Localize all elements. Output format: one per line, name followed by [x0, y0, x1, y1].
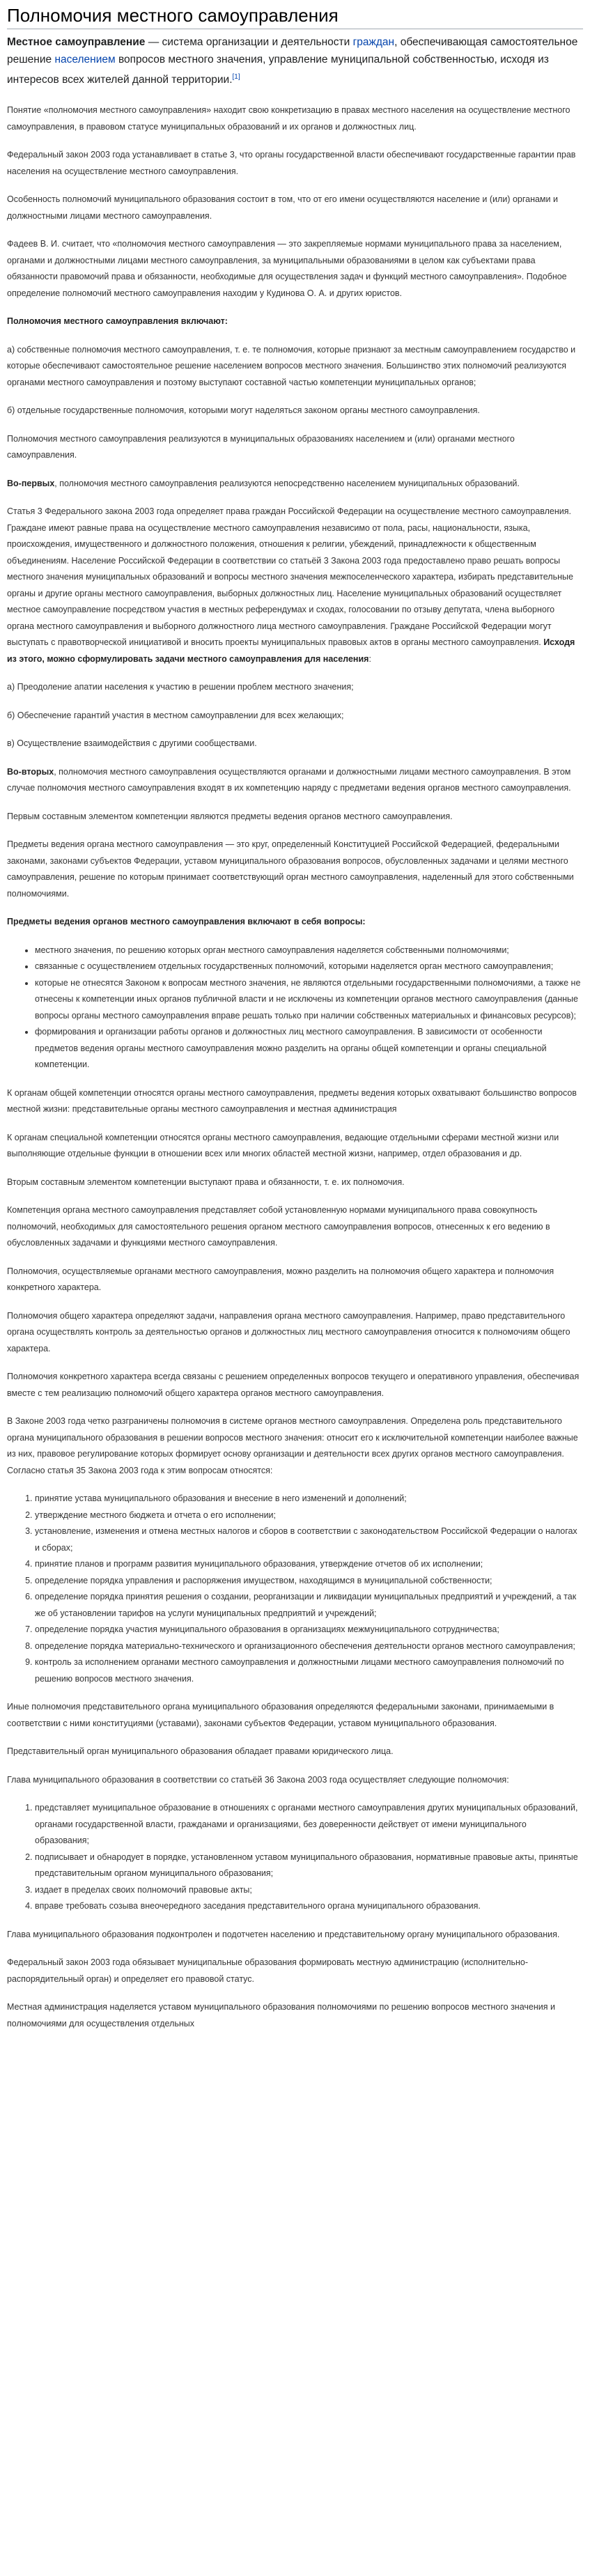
list-item: 5. определение порядка управления и распоряжения имуществом, находящимся в муниципальной собственности;: [35, 1573, 583, 1590]
paragraph: Местная администрация наделяется уставом муниципального образования полномочиями по решению вопросов местного значения и полномочиями для осуществления отдельных: [7, 2002, 555, 2028]
paragraph: Полномочия, осуществляемые органами местного самоуправления, можно разделить на полномочия общего характера и полномочия конкретного характера.: [7, 1266, 554, 1293]
council-powers-list: [7, 1491, 583, 1687]
paragraph: а) собственные полномочия местного самоуправления, т. е. те полномочия, которые признают за местным самоуправлением государство и которые обеспечивают самостоятельное решение населением вопросов местного значения. Большинство этих полномочий реализуются органами местного самоуправления и поэтому выступают составной частью компетенции муниципальных органов;: [7, 344, 576, 387]
list-item: 1. представляет муниципальное образование в отношениях с органами местного самоуправления других муниципальных образований, органами государственной власти, гражданами и организациями, без доверенности действует от имени муниципального образования;: [35, 1800, 583, 1849]
paragraph: [7, 476, 583, 492]
bold-inline: Исходя из этого, можно сформулировать задачи местного самоуправления для населения: [7, 637, 575, 664]
list-item: 3. установление, изменения и отмена местных налогов и сборов в соответствии с законодательством Российской Федерации о налогах и сборах;: [35, 1523, 583, 1556]
paragraph: Компетенция органа местного самоуправления представляет собой установленную нормами муниципального права совокупность полномочий, необходимых для самостоятельного решения органом местного самоуправления вопросов, отнесенных к его ведению в обусловленных задачами и функциями местного самоуправления.: [7, 1205, 550, 1248]
list-item: • которые не отнесятся Законом к вопросам местного значения, не являются отдельными государственными полномочиями, а также не отнесены к компетенции иных органов публичной власти и не исключены из компетенции органов местного самоуправления (данные вопросы органы местного самоуправления вправе решать только при наличии собственных материальных и финансовых ресурсов);: [35, 975, 583, 1025]
paragraph: Полномочия конкретного характера всегда связаны с решением определенных вопросов текущего и оперативного управления, обеспечивая вместе с тем реализацию полномочий общего характера органов местного самоуправления.: [7, 1372, 580, 1398]
lead-paragraph: [7, 33, 583, 88]
list-item: • местного значения, по решению которых орган местного самоуправления наделяется собственными полномочиями;: [35, 942, 583, 959]
paragraph: Федеральный закон 2003 года обязывает муниципальные образования формировать местную администрацию (исполнительно-распорядительный орган) и определяет его правовой статус.: [7, 1957, 529, 1984]
section-heading: [7, 914, 583, 931]
paragraph: в) Осуществление взаимодействия с другими сообществами.: [7, 738, 257, 749]
bold-lead: Во-первых: [7, 478, 55, 488]
paragraph: Полномочия местного самоуправления реализуются в муниципальных образованиях населением и (или) органами местного самоуправления.: [7, 433, 515, 460]
paragraph: Первым составным элементом компетенции являются предметы ведения органов местного самоуправления.: [7, 811, 453, 821]
paragraph-text: Статья 3 Федерального закона 2003 года определяет права граждан Российской Федерации на осуществление местного самоуправления. Граждане имеют равные права на осуществление местного самоуправления независимо от пола, расы, национальности, языка, происхождения, имущественного и должностного положения, отношения к религии, убеждений, принадлежности к общественным объединениям. Население Российской Федерации в соответствии со статьёй 3 Закона 2003 года предоставлено право решать вопросы местного значения муниципальных образований и вопросы местного значения межпоселенческого характера, избирать представительные органы и другие органы местного самоуправления, выборных должностных лиц. Население муниципальных образований осуществляет местное самоуправление посредством участия в местных референдумах и сходах, голосовании по отзыву депутата, члена выборного органа местного самоуправления и выборного должностного лица местного самоуправления. Граждане Российской Федерации могут выступать с правотворческой инициативой и вносить проекты муниципальных правовых актов в органы местного самоуправления.: [7, 506, 573, 648]
paragraph: Особенность полномочий муниципального образования состоит в том, что от его имени осуществляются население и (или) органами и должностными лицами местного самоуправления.: [7, 194, 558, 221]
section-heading: [7, 313, 583, 330]
list-item: 2. утверждение местного бюджета и отчета о его исполнении;: [35, 1507, 583, 1524]
lead-term: Местное самоуправление: [7, 36, 146, 48]
paragraph: б) Обеспечение гарантий участия в местном самоуправлении для всех желающих;: [7, 710, 344, 720]
list-item: 2. подписывает и обнародует в порядке, установленном уставом муниципального образования, нормативные правовые акты, принятые представительным органом муниципального образования;: [35, 1849, 583, 1882]
list-item: 4. вправе требовать созыва внеочередного заседания представительного органа муниципального образования.: [35, 1898, 583, 1915]
paragraph: К органам общей компетенции относятся органы местного самоуправления, предметы ведения которых охватывают большинство вопросов местной жизни: представительные органы местного самоуправления и местная администрация: [7, 1087, 577, 1115]
list-item: 4. принятие планов и программ развития муниципального образования, утверждение отчетов об их исполнении;: [35, 1556, 583, 1573]
heading-text: Полномочия местного самоуправления включают:: [7, 316, 228, 327]
bold-lead: Во-вторых: [7, 766, 54, 777]
lead-text: , обеспечивающая самостоятельное решение: [7, 36, 578, 65]
link-citizens[interactable]: граждан: [352, 36, 395, 48]
heading-text: Предметы ведения органов местного самоуправления включают в себя вопросы:: [7, 917, 366, 927]
paragraph: [7, 764, 583, 797]
footnote-ref[interactable]: [1]: [232, 73, 240, 81]
list-item: 8. определение порядка материально-технического и организационного обеспечения деятельности органов местного самоуправления;: [35, 1638, 583, 1655]
paragraph: а) Преодоление апатии населения к участию в решении проблем местного значения;: [7, 682, 354, 692]
paragraph: Представительный орган муниципального образования обладает правами юридического лица.: [7, 1746, 394, 1757]
list-item: 1. принятие устава муниципального образования и внесение в него изменений и дополнений;: [35, 1491, 583, 1507]
paragraph: б) отдельные государственные полномочия, которыми могут наделяться законом органы местного самоуправления.: [7, 405, 480, 416]
paragraph-text: , полномочия местного самоуправления осуществляются органами и должностными лицами местного самоуправления. В этом случае полномочия местного самоуправления входят в их компетенцию наряду с предметами ведения органов местного самоуправления.: [7, 766, 571, 793]
paragraph: Глава муниципального образования в соответствии со статьёй 36 Закона 2003 года осуществляет следующие полномочия:: [7, 1774, 509, 1785]
lead-text: — система организации и деятельности: [145, 36, 353, 48]
paragraph: Федеральный закон 2003 года устанавливает в статье 3, что органы государственной власти обеспечивают государственные гарантии прав населения на осуществление местного самоуправления.: [7, 150, 576, 176]
paragraph: Полномочия общего характера определяют задачи, направления органа местного самоуправления. Например, право представительного органа осуществлять контроль за деятельностью органов и должностных лиц местного самоуправления относится к полномочиям общего характера.: [7, 1310, 570, 1353]
subjects-list: [7, 942, 583, 1073]
paragraph-text: , полномочия местного самоуправления реализуются непосредственно населением муниципальных образований.: [54, 478, 520, 488]
paragraph: Предметы ведения органа местного самоуправления — это круг, определенный Конституцией Российской Федерацией, федеральными законами, законами субъектов Федерации, уставом муниципального образования вопросов, обусловленных задачами и целями местного самоуправления, решение по которым принимает соответствующий орган местного самоуправления, наделенный для этого собственными полномочиями.: [7, 839, 574, 899]
list-item: • формирования и организации работы органов и должностных лиц местного самоуправления. В зависимости от особенности предметов ведения органы местного самоуправления можно разделить на органы общей компетенции и органы специальной компетенции.: [35, 1024, 583, 1073]
paragraph: [7, 504, 583, 667]
list-item: 7. определение порядка участия муниципального образования в организациях межмуниципального сотрудничества;: [35, 1622, 583, 1638]
paragraph-text: :: [368, 653, 371, 664]
lead-text: вопросов местного значения, управление муниципальной собственностью, исходя из интересов всех жителей данной территории.: [7, 54, 549, 86]
list-item: 9. контроль за исполнением органами местного самоуправления и должностными лицами местного самоуправления полномочий по решению вопросов местного значения.: [35, 1654, 583, 1687]
paragraph: Иные полномочия представительного органа муниципального образования определяются федеральными законами, принимаемыми в соответствии с ними конституциями (уставами), законами субъектов Федерации, уставом муниципального образования.: [7, 1702, 554, 1728]
paragraph: Вторым составным элементом компетенции выступают права и обязанности, т. е. их полномочия.: [7, 1177, 405, 1187]
paragraph: Фадеев В. И. считает, что «полномочия местного самоуправления — это закрепляемые нормами муниципального права за населением, органами и должностными лицами местного самоуправления, за муниципальными образованиями в целом как субъектами права обязанности правомочий права и обязанности, необходимые для осуществления задач и функций местного самоуправления». Подобное определение полномочий местного самоуправления находим у Кудинова О. А. и других юристов.: [7, 239, 567, 298]
paragraph: В Законе 2003 года четко разграничены полномочия в системе органов местного самоуправления. Определена роль представительного органа муниципального образования в решении вопросов местного значения: относит его к исключительной компетенции наиболее важные из них, правовое регулирование которых формирует основу организации и деятельности всех других органов местного самоуправления. Согласно статья 35 Закона 2003 года к этим вопросам относятся:: [7, 1416, 578, 1475]
list-item: • связанные с осуществлением отдельных государственных полномочий, которыми наделяется орган местного самоуправления;: [35, 959, 583, 975]
list-item: 3. издает в пределах своих полномочий правовые акты;: [35, 1882, 583, 1899]
paragraph: Глава муниципального образования подконтролен и подотчетен населению и представительному органу муниципального образования.: [7, 1929, 560, 1939]
link-population[interactable]: населением: [54, 54, 116, 65]
head-powers-list: [7, 1800, 583, 1915]
paragraph: К органам специальной компетенции относятся органы местного самоуправления, ведающие отдельными сферами местной жизни или выполняющие отдельные функции в отношении всех или многих областей местной жизни, например, отдел образования и др.: [7, 1132, 559, 1159]
page-title: Полномочия местного самоуправления: [7, 0, 583, 29]
paragraph: Понятие «полномочия местного самоуправления» находит свою конкретизацию в правах местного населения на осуществление местного самоуправления, в правовом статусе муниципальных образований и их органов и должностных лиц.: [7, 105, 570, 132]
list-item: 6. определение порядка принятия решения о создании, реорганизации и ликвидации муниципальных предприятий и учреждений, а так же об установлении тарифов на услуги муниципальных предприятий и учреждений;: [35, 1589, 583, 1622]
